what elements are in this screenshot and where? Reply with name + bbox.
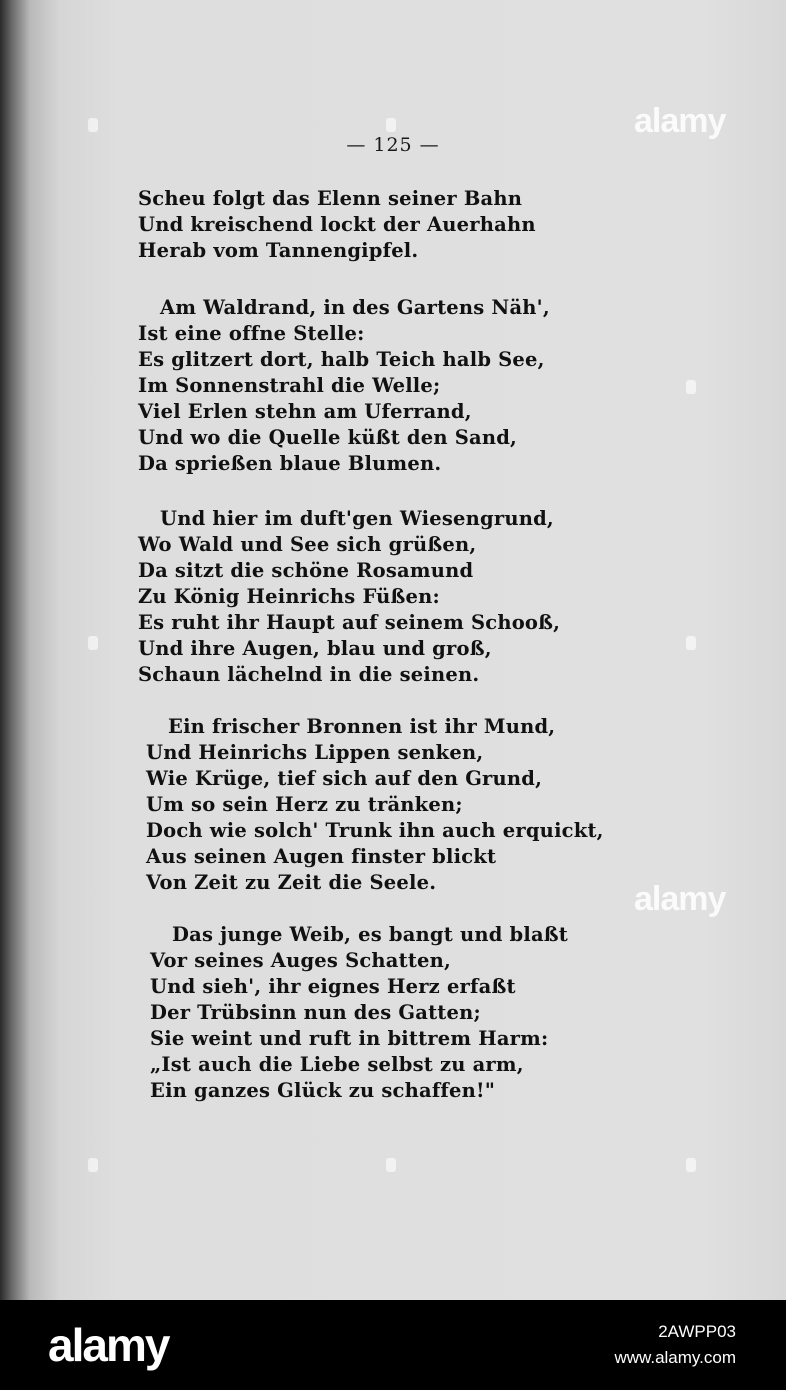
verse-line: Im Sonnenstrahl die Welle; [138,374,441,397]
verse-line: Das junge Weib, es bangt und blaßt [172,923,569,946]
verse-line: Vor seines Auges Schatten, [150,949,452,972]
watermark-dot [88,118,98,132]
stanza-2 [138,295,550,477]
alamy-logo-icon: alamy [48,1319,169,1371]
stanza-4 [146,714,604,896]
stanza-1 [138,186,536,264]
verse-line: Zu König Heinrichs Füßen: [138,585,440,608]
watermark-dot [686,1158,696,1172]
verse-line: Es ruht ihr Haupt auf seinem Schooß, [138,611,561,634]
watermark-dot [88,636,98,650]
verse-line: Ein frischer Bronnen ist ihr Mund, [168,715,556,738]
page-number: — 125 — [346,134,440,156]
verse-line: Es glitzert dort, halb Teich halb See, [138,348,545,371]
verse-line: Und kreischend lockt der Auerhahn [138,213,536,236]
site-url: www.alamy.com [614,1348,736,1367]
verse-line: Sie weint und ruft in bittrem Harm: [150,1027,549,1050]
verse-line: Ist eine offne Stelle: [138,322,365,345]
watermark-dot [686,636,696,650]
verse-line: Scheu folgt das Elenn seiner Bahn [138,187,523,210]
bleed-through [555,200,560,219]
image-id: 2AWPP03 [658,1322,736,1341]
verse-line: Doch wie solch' Trunk ihn auch erquickt, [146,819,604,842]
verse-line: Viel Erlen stehn am Uferrand, [138,400,472,423]
watermark-dot [386,118,396,132]
verse-line: Und ihre Augen, blau und groß, [138,637,492,660]
verse-line: Wo Wald und See sich grüßen, [138,533,477,556]
verse-line: Am Waldrand, in des Gartens Näh', [160,296,550,319]
verse-line: Und sieh', ihr eignes Herz erfaßt [150,975,516,998]
watermark: alamy [634,102,726,140]
verse-line: Und wo die Quelle küßt den Sand, [138,426,518,449]
watermark: alamy [634,880,726,918]
verse-line: Aus seinen Augen finster blickt [146,845,497,868]
verse-line: Herab vom Tannengipfel. [138,239,419,262]
verse-line: „Ist auch die Liebe selbst zu arm, [150,1053,524,1076]
verse-line: Und Heinrichs Lippen senken, [146,741,484,764]
verse-line: Der Trübsinn nun des Gatten; [150,1001,481,1024]
verse-line: Von Zeit zu Zeit die Seele. [146,871,437,894]
verse-line: Wie Krüge, tief sich auf den Grund, [146,767,543,790]
verse-line: Um so sein Herz zu tränken; [146,793,463,816]
verse-line: Und hier im duft'gen Wiesengrund, [160,507,554,530]
verse-line: Ein ganzes Glück zu schaffen!" [150,1079,496,1102]
verse-line: Da sitzt die schöne Rosamund [138,559,474,582]
watermark-dot [88,1158,98,1172]
verse-line: Schaun lächelnd in die seinen. [138,663,480,686]
verse-line: Da sprießen blaue Blumen. [138,452,442,475]
watermark-dot [386,1158,396,1172]
stanza-5 [150,922,568,1104]
stanza-3 [138,506,560,688]
watermark-dot [686,380,696,394]
